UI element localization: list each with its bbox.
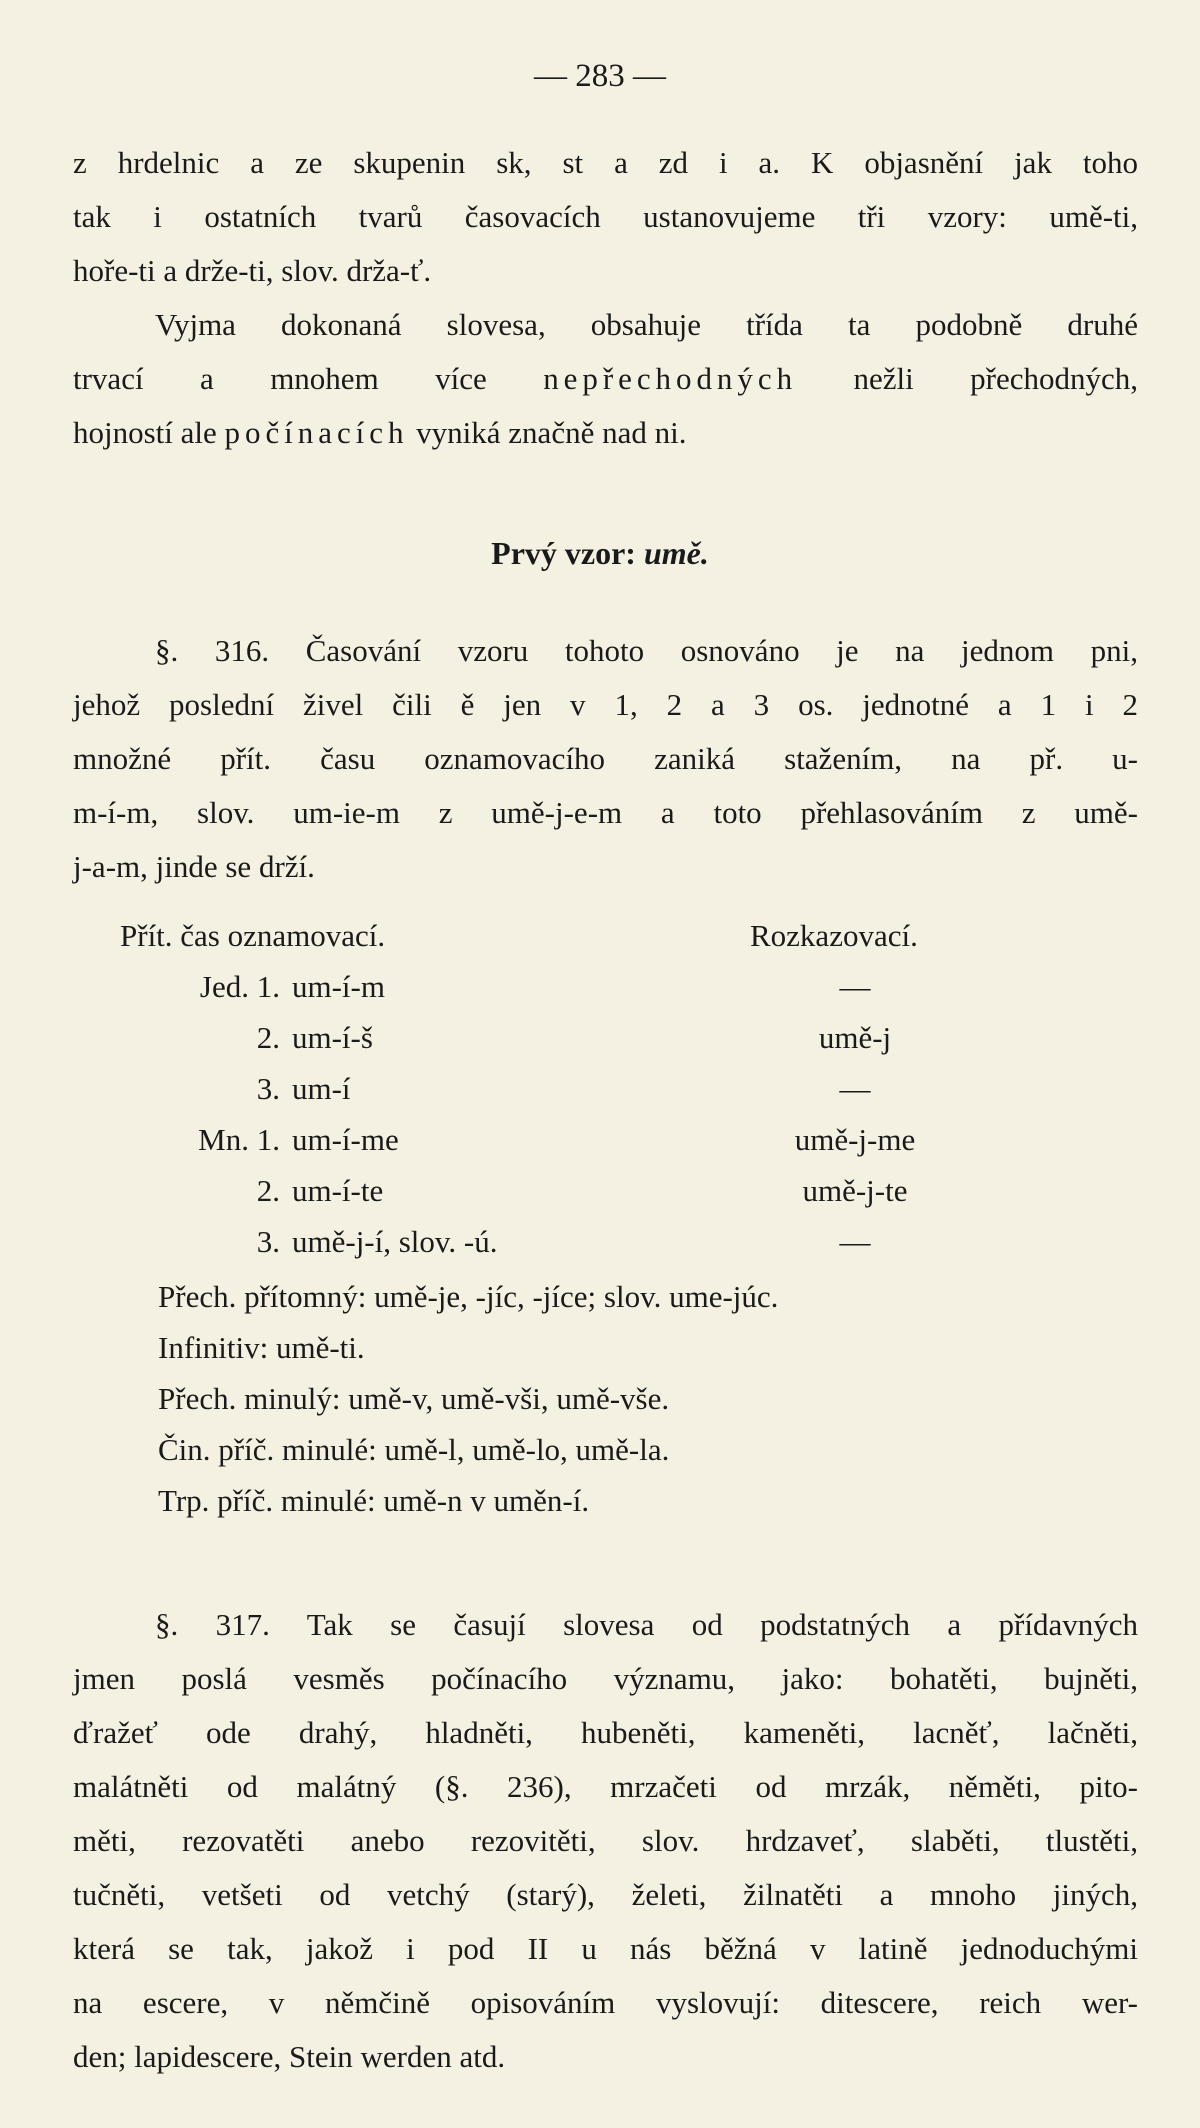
para2-line-3-end: vyniká značně nad ni. <box>416 415 687 450</box>
para2-line-2 <box>73 352 1138 407</box>
row-imperative: umě-j <box>818 1020 892 1055</box>
form-passive-participle: Trp. příč. minulé: umě-n v uměn-í. <box>158 1483 590 1518</box>
row-label: Jed. 1. <box>199 969 280 1004</box>
para2-emphasis-nonpassive: nepřechodných <box>543 361 798 396</box>
para317-line-9: den; lapidescere, Stein werden atd. <box>73 2039 506 2074</box>
row-label: 3. <box>256 1224 280 1259</box>
header-indicative: Přít. čas oznamovací. <box>120 918 386 953</box>
intro-line-3: hoře-ti a drže-ti, slov. drža-ť. <box>73 253 432 288</box>
para316-line-3: množné přít. času oznamovacího zaniká stažením, na př. u- <box>73 741 1138 776</box>
row-form: um-í-š <box>292 1020 373 1055</box>
para317-line-7: která se tak, jakož i pod II u nás běžná v latině jednoduchými <box>73 1931 1138 1966</box>
para317-line-3: ďražeť ode drahý, hladněti, hubeněti, kameněti, lacněť, lačněti, <box>73 1715 1138 1750</box>
para317-line-1: §. 317. Tak se časují slovesa od podstatných a přídavných <box>155 1607 1138 1642</box>
intro-line-2: tak i ostatních tvarů časovacích ustanovujeme tři vzory: umě-ti, <box>73 199 1138 234</box>
page-number: — 283 — <box>534 58 666 94</box>
form-present-gerund: Přech. přítomný: umě-je, -jíc, -jíce; slov. ume-júc. <box>158 1279 779 1314</box>
para2-line-2-start: trvací a mnohem více <box>73 361 487 396</box>
row-label: 2. <box>256 1020 280 1055</box>
row-imperative: umě-j-te <box>802 1173 908 1208</box>
para2-emphasis-inchoative: počínacích <box>224 415 409 450</box>
heading-prefix: Prvý vzor: <box>491 535 636 571</box>
form-infinitive: Infinitiv: umě-ti. <box>158 1330 365 1365</box>
para317-line-4: malátněti od malátný (§. 236), mrzačeti od mrzák, něměti, pito- <box>73 1769 1138 1804</box>
row-imperative: — <box>839 1224 871 1259</box>
para316-line-4: m-í-m, slov. um-ie-m z umě-j-e-m a toto přehlasováním z umě- <box>73 795 1138 830</box>
header-imperative: Rozkazovací. <box>750 918 918 953</box>
para316-line-5: j-a-m, jinde se drží. <box>73 849 315 884</box>
row-form: um-í <box>292 1071 351 1106</box>
row-imperative: umě-j-me <box>794 1122 916 1157</box>
row-imperative: — <box>839 1071 871 1106</box>
row-form: um-í-te <box>292 1173 384 1208</box>
para316-line-2: jehož poslední živel čili ě jen v 1, 2 a 3 os. jednotné a 1 i 2 <box>73 687 1138 722</box>
row-label: 3. <box>256 1071 280 1106</box>
row-imperative: — <box>839 969 871 1004</box>
form-active-participle: Čin. příč. minulé: umě-l, umě-lo, umě-la. <box>158 1432 670 1467</box>
form-past-gerund: Přech. minulý: umě-v, umě-vši, umě-vše. <box>158 1381 670 1416</box>
para2-line-3 <box>73 406 1138 461</box>
para2-line-1: Vyjma dokonaná slovesa, obsahuje třída ta podobně druhé <box>155 307 1138 342</box>
para2-line-2-end: nežli přechodných, <box>853 361 1138 396</box>
para317-line-8: na escere, v němčině opisováním vyslovují: ditescere, reich wer- <box>73 1985 1138 2020</box>
row-label: Mn. 1. <box>198 1122 280 1157</box>
row-form: umě-j-í, slov. -ú. <box>292 1224 498 1259</box>
section-heading <box>0 535 1200 572</box>
heading-word: umě. <box>643 535 709 571</box>
row-label: 2. <box>256 1173 280 1208</box>
row-form: um-í-me <box>292 1122 399 1157</box>
para317-line-2: jmen poslá vesměs počínacího významu, jako: bohatěti, bujněti, <box>73 1661 1138 1696</box>
row-form: um-í-m <box>292 969 385 1004</box>
para2-line-3-start: hojností ale <box>73 415 217 450</box>
intro-line-1: z hrdelnic a ze skupenin sk, st a zd i a. K objasnění jak toho <box>73 145 1138 180</box>
para316-line-1: §. 316. Časování vzoru tohoto osnováno je na jednom pni, <box>155 633 1138 668</box>
para317-line-5: měti, rezovatěti anebo rezovitěti, slov. hrdzaveť, slaběti, tlustěti, <box>73 1823 1138 1858</box>
para317-line-6: tučněti, vetšeti od vetchý (starý), želeti, žilnatěti a mnoho jiných, <box>73 1877 1138 1912</box>
